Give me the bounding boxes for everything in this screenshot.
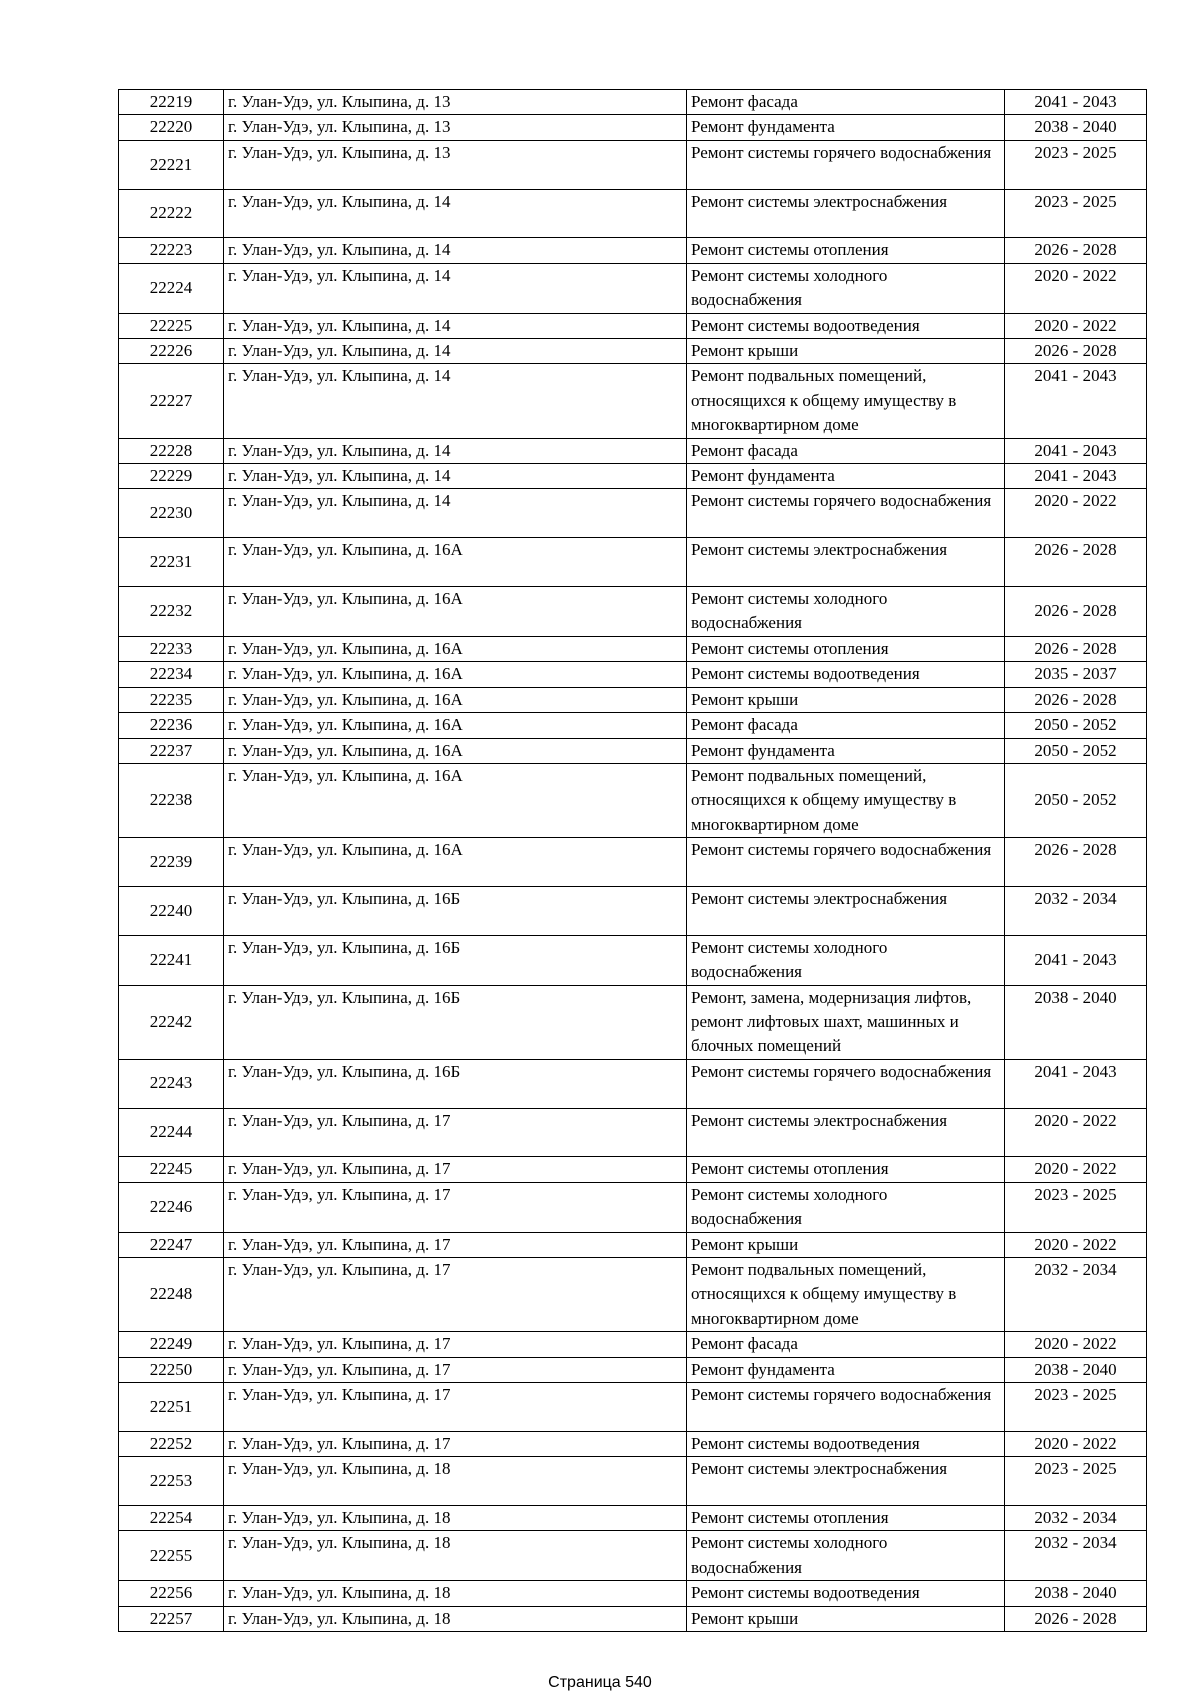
row-number-cell: 22237 xyxy=(119,738,224,763)
table-body xyxy=(119,90,1147,1632)
table-row xyxy=(119,263,1147,313)
address-cell: г. Улан-Удэ, ул. Клыпина, д. 18 xyxy=(224,1457,687,1506)
address-cell: г. Улан-Удэ, ул. Клыпина, д. 18 xyxy=(224,1581,687,1606)
work-type-cell: Ремонт системы отопления xyxy=(687,1506,1005,1531)
row-number-cell: 22234 xyxy=(119,662,224,687)
address-cell: г. Улан-Удэ, ул. Клыпина, д. 14 xyxy=(224,364,687,438)
period-cell: 2032 - 2034 xyxy=(1005,1531,1147,1581)
row-number-cell: 22223 xyxy=(119,238,224,263)
work-type-cell: Ремонт фундамента xyxy=(687,1357,1005,1382)
period-cell: 2026 - 2028 xyxy=(1005,587,1147,637)
address-cell: г. Улан-Удэ, ул. Клыпина, д. 14 xyxy=(224,238,687,263)
address-cell: г. Улан-Удэ, ул. Клыпина, д. 17 xyxy=(224,1232,687,1257)
address-cell: г. Улан-Удэ, ул. Клыпина, д. 17 xyxy=(224,1383,687,1432)
table-row xyxy=(119,1383,1147,1432)
row-number-cell: 22252 xyxy=(119,1431,224,1456)
row-number-cell: 22255 xyxy=(119,1531,224,1581)
row-number-cell: 22251 xyxy=(119,1383,224,1432)
work-type-cell: Ремонт системы горячего водоснабжения xyxy=(687,1383,1005,1432)
work-type-cell: Ремонт системы холодного водоснабжения xyxy=(687,1182,1005,1232)
row-number-cell: 22243 xyxy=(119,1059,224,1108)
work-type-cell: Ремонт системы водоотведения xyxy=(687,1581,1005,1606)
address-cell: г. Улан-Удэ, ул. Клыпина, д. 17 xyxy=(224,1182,687,1232)
row-number-cell: 22244 xyxy=(119,1108,224,1157)
address-cell: г. Улан-Удэ, ул. Клыпина, д. 13 xyxy=(224,115,687,140)
address-cell: г. Улан-Удэ, ул. Клыпина, д. 17 xyxy=(224,1257,687,1331)
table-row xyxy=(119,886,1147,935)
work-type-cell: Ремонт системы отопления xyxy=(687,636,1005,661)
table-row xyxy=(119,538,1147,587)
period-cell: 2023 - 2025 xyxy=(1005,1182,1147,1232)
table-row xyxy=(119,636,1147,661)
work-type-cell: Ремонт системы водоотведения xyxy=(687,313,1005,338)
work-type-cell: Ремонт системы электроснабжения xyxy=(687,189,1005,238)
work-type-cell: Ремонт крыши xyxy=(687,1606,1005,1631)
period-cell: 2038 - 2040 xyxy=(1005,115,1147,140)
address-cell: г. Улан-Удэ, ул. Клыпина, д. 14 xyxy=(224,489,687,538)
period-cell: 2041 - 2043 xyxy=(1005,90,1147,115)
period-cell: 2032 - 2034 xyxy=(1005,1257,1147,1331)
table-row xyxy=(119,364,1147,438)
period-cell: 2020 - 2022 xyxy=(1005,1431,1147,1456)
table-row xyxy=(119,838,1147,887)
address-cell: г. Улан-Удэ, ул. Клыпина, д. 14 xyxy=(224,464,687,489)
period-cell: 2026 - 2028 xyxy=(1005,538,1147,587)
table-row xyxy=(119,587,1147,637)
table-row xyxy=(119,763,1147,837)
row-number-cell: 22257 xyxy=(119,1606,224,1631)
table-row xyxy=(119,438,1147,463)
period-cell: 2023 - 2025 xyxy=(1005,1457,1147,1506)
period-cell: 2041 - 2043 xyxy=(1005,464,1147,489)
work-type-cell: Ремонт фасада xyxy=(687,90,1005,115)
row-number-cell: 22248 xyxy=(119,1257,224,1331)
address-cell: г. Улан-Удэ, ул. Клыпина, д. 16А xyxy=(224,738,687,763)
period-cell: 2026 - 2028 xyxy=(1005,838,1147,887)
address-cell: г. Улан-Удэ, ул. Клыпина, д. 13 xyxy=(224,140,687,189)
work-type-cell: Ремонт фасада xyxy=(687,713,1005,738)
period-cell: 2020 - 2022 xyxy=(1005,489,1147,538)
table-row xyxy=(119,1506,1147,1531)
period-cell: 2038 - 2040 xyxy=(1005,1357,1147,1382)
work-type-cell: Ремонт крыши xyxy=(687,339,1005,364)
period-cell: 2020 - 2022 xyxy=(1005,1332,1147,1357)
address-cell: г. Улан-Удэ, ул. Клыпина, д. 18 xyxy=(224,1506,687,1531)
address-cell: г. Улан-Удэ, ул. Клыпина, д. 13 xyxy=(224,90,687,115)
row-number-cell: 22221 xyxy=(119,140,224,189)
work-type-cell: Ремонт системы электроснабжения xyxy=(687,538,1005,587)
table-row xyxy=(119,1357,1147,1382)
work-type-cell: Ремонт подвальных помещений, относящихся к общему имуществу в многоквартирном доме xyxy=(687,364,1005,438)
address-cell: г. Улан-Удэ, ул. Клыпина, д. 16Б xyxy=(224,1059,687,1108)
table-row xyxy=(119,935,1147,985)
table-row xyxy=(119,1606,1147,1631)
table-row xyxy=(119,189,1147,238)
row-number-cell: 22235 xyxy=(119,687,224,712)
address-cell: г. Улан-Удэ, ул. Клыпина, д. 18 xyxy=(224,1531,687,1581)
address-cell: г. Улан-Удэ, ул. Клыпина, д. 14 xyxy=(224,263,687,313)
table-row xyxy=(119,140,1147,189)
row-number-cell: 22246 xyxy=(119,1182,224,1232)
address-cell: г. Улан-Удэ, ул. Клыпина, д. 16А xyxy=(224,587,687,637)
period-cell: 2038 - 2040 xyxy=(1005,985,1147,1059)
row-number-cell: 22242 xyxy=(119,985,224,1059)
period-cell: 2050 - 2052 xyxy=(1005,738,1147,763)
address-cell: г. Улан-Удэ, ул. Клыпина, д. 16А xyxy=(224,687,687,712)
table-row xyxy=(119,738,1147,763)
row-number-cell: 22231 xyxy=(119,538,224,587)
row-number-cell: 22232 xyxy=(119,587,224,637)
row-number-cell: 22228 xyxy=(119,438,224,463)
table-row xyxy=(119,115,1147,140)
table-row xyxy=(119,662,1147,687)
work-type-cell: Ремонт крыши xyxy=(687,687,1005,712)
row-number-cell: 22238 xyxy=(119,763,224,837)
table-row xyxy=(119,1332,1147,1357)
table-row xyxy=(119,1257,1147,1331)
address-cell: г. Улан-Удэ, ул. Клыпина, д. 16Б xyxy=(224,985,687,1059)
table-row xyxy=(119,1182,1147,1232)
row-number-cell: 22245 xyxy=(119,1157,224,1182)
row-number-cell: 22230 xyxy=(119,489,224,538)
work-type-cell: Ремонт подвальных помещений, относящихся к общему имуществу в многоквартирном доме xyxy=(687,1257,1005,1331)
address-cell: г. Улан-Удэ, ул. Клыпина, д. 16А xyxy=(224,636,687,661)
address-cell: г. Улан-Удэ, ул. Клыпина, д. 16А xyxy=(224,662,687,687)
table-row xyxy=(119,1232,1147,1257)
address-cell: г. Улан-Удэ, ул. Клыпина, д. 17 xyxy=(224,1157,687,1182)
table-row xyxy=(119,1059,1147,1108)
capital-repair-table xyxy=(118,89,1147,1632)
table-row xyxy=(119,464,1147,489)
address-cell: г. Улан-Удэ, ул. Клыпина, д. 16А xyxy=(224,763,687,837)
work-type-cell: Ремонт системы отопления xyxy=(687,1157,1005,1182)
work-type-cell: Ремонт системы водоотведения xyxy=(687,662,1005,687)
row-number-cell: 22236 xyxy=(119,713,224,738)
period-cell: 2026 - 2028 xyxy=(1005,1606,1147,1631)
work-type-cell: Ремонт фундамента xyxy=(687,115,1005,140)
table-row xyxy=(119,1108,1147,1157)
period-cell: 2041 - 2043 xyxy=(1005,364,1147,438)
work-type-cell: Ремонт фундамента xyxy=(687,464,1005,489)
work-type-cell: Ремонт системы горячего водоснабжения xyxy=(687,838,1005,887)
page-number: Страница 540 xyxy=(548,1674,652,1691)
work-type-cell: Ремонт фундамента xyxy=(687,738,1005,763)
address-cell: г. Улан-Удэ, ул. Клыпина, д. 16А xyxy=(224,538,687,587)
row-number-cell: 22239 xyxy=(119,838,224,887)
period-cell: 2020 - 2022 xyxy=(1005,263,1147,313)
address-cell: г. Улан-Удэ, ул. Клыпина, д. 14 xyxy=(224,189,687,238)
address-cell: г. Улан-Удэ, ул. Клыпина, д. 18 xyxy=(224,1606,687,1631)
row-number-cell: 22229 xyxy=(119,464,224,489)
address-cell: г. Улан-Удэ, ул. Клыпина, д. 14 xyxy=(224,313,687,338)
work-type-cell: Ремонт системы электроснабжения xyxy=(687,1457,1005,1506)
address-cell: г. Улан-Удэ, ул. Клыпина, д. 17 xyxy=(224,1108,687,1157)
work-type-cell: Ремонт системы холодного водоснабжения xyxy=(687,263,1005,313)
work-type-cell: Ремонт крыши xyxy=(687,1232,1005,1257)
work-type-cell: Ремонт системы холодного водоснабжения xyxy=(687,1531,1005,1581)
period-cell: 2041 - 2043 xyxy=(1005,935,1147,985)
period-cell: 2020 - 2022 xyxy=(1005,313,1147,338)
address-cell: г. Улан-Удэ, ул. Клыпина, д. 16Б xyxy=(224,935,687,985)
address-cell: г. Улан-Удэ, ул. Клыпина, д. 17 xyxy=(224,1332,687,1357)
row-number-cell: 22241 xyxy=(119,935,224,985)
address-cell: г. Улан-Удэ, ул. Клыпина, д. 16А xyxy=(224,838,687,887)
work-type-cell: Ремонт системы горячего водоснабжения xyxy=(687,489,1005,538)
row-number-cell: 22254 xyxy=(119,1506,224,1531)
row-number-cell: 22219 xyxy=(119,90,224,115)
table-row xyxy=(119,1581,1147,1606)
work-type-cell: Ремонт системы электроснабжения xyxy=(687,886,1005,935)
period-cell: 2035 - 2037 xyxy=(1005,662,1147,687)
address-cell: г. Улан-Удэ, ул. Клыпина, д. 17 xyxy=(224,1431,687,1456)
row-number-cell: 22247 xyxy=(119,1232,224,1257)
row-number-cell: 22249 xyxy=(119,1332,224,1357)
row-number-cell: 22250 xyxy=(119,1357,224,1382)
work-type-cell: Ремонт системы горячего водоснабжения xyxy=(687,140,1005,189)
work-type-cell: Ремонт системы холодного водоснабжения xyxy=(687,935,1005,985)
work-type-cell: Ремонт фасада xyxy=(687,438,1005,463)
address-cell: г. Улан-Удэ, ул. Клыпина, д. 14 xyxy=(224,438,687,463)
table-row xyxy=(119,1457,1147,1506)
table-row xyxy=(119,238,1147,263)
row-number-cell: 22253 xyxy=(119,1457,224,1506)
work-type-cell: Ремонт подвальных помещений, относящихся к общему имуществу в многоквартирном доме xyxy=(687,763,1005,837)
row-number-cell: 22240 xyxy=(119,886,224,935)
period-cell: 2023 - 2025 xyxy=(1005,189,1147,238)
table-row xyxy=(119,1531,1147,1581)
period-cell: 2020 - 2022 xyxy=(1005,1108,1147,1157)
work-type-cell: Ремонт системы отопления xyxy=(687,238,1005,263)
period-cell: 2026 - 2028 xyxy=(1005,687,1147,712)
row-number-cell: 22220 xyxy=(119,115,224,140)
row-number-cell: 22226 xyxy=(119,339,224,364)
address-cell: г. Улан-Удэ, ул. Клыпина, д. 16А xyxy=(224,713,687,738)
work-type-cell: Ремонт системы горячего водоснабжения xyxy=(687,1059,1005,1108)
period-cell: 2026 - 2028 xyxy=(1005,636,1147,661)
period-cell: 2023 - 2025 xyxy=(1005,1383,1147,1432)
row-number-cell: 22225 xyxy=(119,313,224,338)
work-type-cell: Ремонт системы водоотведения xyxy=(687,1431,1005,1456)
table-row xyxy=(119,489,1147,538)
row-number-cell: 22233 xyxy=(119,636,224,661)
period-cell: 2020 - 2022 xyxy=(1005,1157,1147,1182)
table-row xyxy=(119,713,1147,738)
table-row xyxy=(119,90,1147,115)
period-cell: 2032 - 2034 xyxy=(1005,886,1147,935)
work-type-cell: Ремонт фасада xyxy=(687,1332,1005,1357)
address-cell: г. Улан-Удэ, ул. Клыпина, д. 14 xyxy=(224,339,687,364)
period-cell: 2041 - 2043 xyxy=(1005,438,1147,463)
period-cell: 2032 - 2034 xyxy=(1005,1506,1147,1531)
work-type-cell: Ремонт, замена, модернизация лифтов, ремонт лифтовых шахт, машинных и блочных помещений xyxy=(687,985,1005,1059)
row-number-cell: 22222 xyxy=(119,189,224,238)
table-row xyxy=(119,1431,1147,1456)
period-cell: 2050 - 2052 xyxy=(1005,763,1147,837)
row-number-cell: 22256 xyxy=(119,1581,224,1606)
table-row xyxy=(119,985,1147,1059)
period-cell: 2038 - 2040 xyxy=(1005,1581,1147,1606)
work-type-cell: Ремонт системы электроснабжения xyxy=(687,1108,1005,1157)
table-row xyxy=(119,687,1147,712)
period-cell: 2023 - 2025 xyxy=(1005,140,1147,189)
period-cell: 2050 - 2052 xyxy=(1005,713,1147,738)
period-cell: 2020 - 2022 xyxy=(1005,1232,1147,1257)
work-type-cell: Ремонт системы холодного водоснабжения xyxy=(687,587,1005,637)
table-row xyxy=(119,1157,1147,1182)
address-cell: г. Улан-Удэ, ул. Клыпина, д. 17 xyxy=(224,1357,687,1382)
period-cell: 2041 - 2043 xyxy=(1005,1059,1147,1108)
period-cell: 2026 - 2028 xyxy=(1005,339,1147,364)
row-number-cell: 22224 xyxy=(119,263,224,313)
table-row xyxy=(119,339,1147,364)
table-row xyxy=(119,313,1147,338)
row-number-cell: 22227 xyxy=(119,364,224,438)
period-cell: 2026 - 2028 xyxy=(1005,238,1147,263)
address-cell: г. Улан-Удэ, ул. Клыпина, д. 16Б xyxy=(224,886,687,935)
